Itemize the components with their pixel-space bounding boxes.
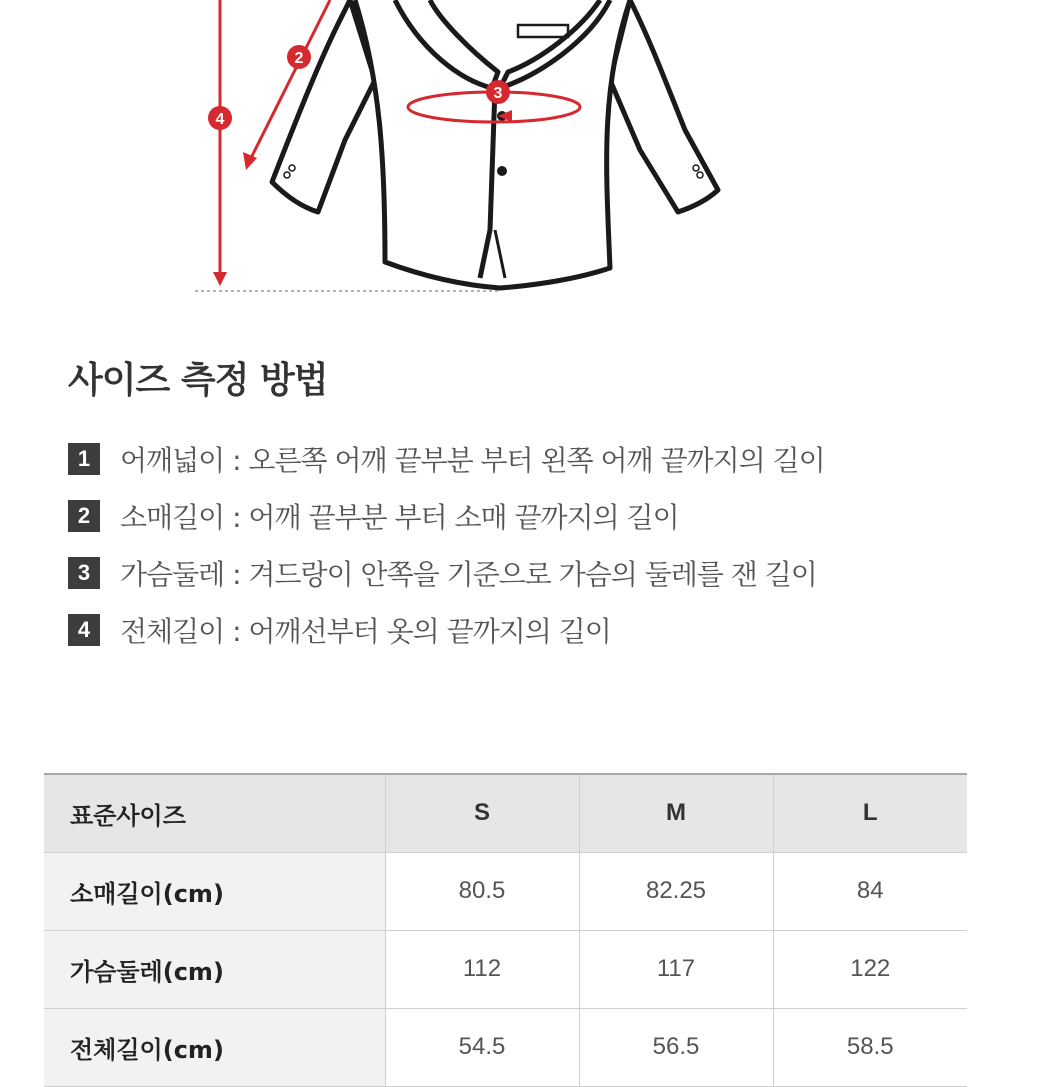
table-cell: 122 bbox=[773, 930, 967, 1008]
method-text: 소매길이 : 어깨 끝부분 부터 소매 끝까지의 길이 bbox=[120, 500, 679, 534]
marker-3 bbox=[486, 80, 510, 104]
table-cell: 82.25 bbox=[579, 852, 773, 930]
row-label: 가슴둘레(cm) bbox=[44, 930, 385, 1008]
row-label: 전체길이(cm) bbox=[44, 1008, 385, 1086]
table-cell: 84 bbox=[773, 852, 967, 930]
table-cell: 80.5 bbox=[385, 852, 579, 930]
list-item bbox=[68, 430, 825, 487]
table-cell: 56.5 bbox=[579, 1008, 773, 1086]
table-cell: 54.5 bbox=[385, 1008, 579, 1086]
jacket-outline bbox=[272, 0, 718, 288]
table-cell: 112 bbox=[385, 930, 579, 1008]
number-badge: 2 bbox=[68, 500, 100, 532]
table-row bbox=[44, 930, 967, 1008]
section-title: 사이즈 측정 방법 bbox=[68, 360, 328, 401]
row-label: 소매길이(cm) bbox=[44, 852, 385, 930]
method-text: 가슴둘레 : 겨드랑이 안쪽을 기준으로 가슴의 둘레를 잰 길이 bbox=[120, 557, 817, 591]
svg-text:2: 2 bbox=[294, 50, 304, 67]
number-badge: 4 bbox=[68, 614, 100, 646]
header-size-m: M bbox=[579, 774, 773, 852]
measurement-method-list bbox=[68, 430, 825, 658]
table-header-row bbox=[44, 774, 967, 852]
table-cell: 58.5 bbox=[773, 1008, 967, 1086]
method-text: 전체길이 : 어깨선부터 옷의 끝까지의 길이 bbox=[120, 614, 611, 648]
header-standard-size: 표준사이즈 bbox=[44, 774, 385, 852]
svg-text:3: 3 bbox=[493, 85, 503, 102]
header-size-s: S bbox=[385, 774, 579, 852]
list-item bbox=[68, 544, 825, 601]
list-item bbox=[68, 487, 825, 544]
list-item bbox=[68, 601, 825, 658]
table-cell: 117 bbox=[579, 930, 773, 1008]
method-text: 어깨넓이 : 오른쪽 어깨 끝부분 부터 왼쪽 어깨 끝까지의 길이 bbox=[120, 443, 825, 477]
number-badge: 1 bbox=[68, 443, 100, 475]
table-row bbox=[44, 852, 967, 930]
svg-text:4: 4 bbox=[215, 111, 225, 128]
table-row bbox=[44, 1008, 967, 1086]
size-table bbox=[44, 773, 967, 1087]
marker-2 bbox=[287, 45, 311, 69]
jacket-measurement-diagram bbox=[0, 0, 1041, 300]
jacket-button bbox=[497, 166, 507, 176]
header-size-l: L bbox=[773, 774, 967, 852]
marker-4 bbox=[208, 106, 232, 130]
number-badge: 3 bbox=[68, 557, 100, 589]
